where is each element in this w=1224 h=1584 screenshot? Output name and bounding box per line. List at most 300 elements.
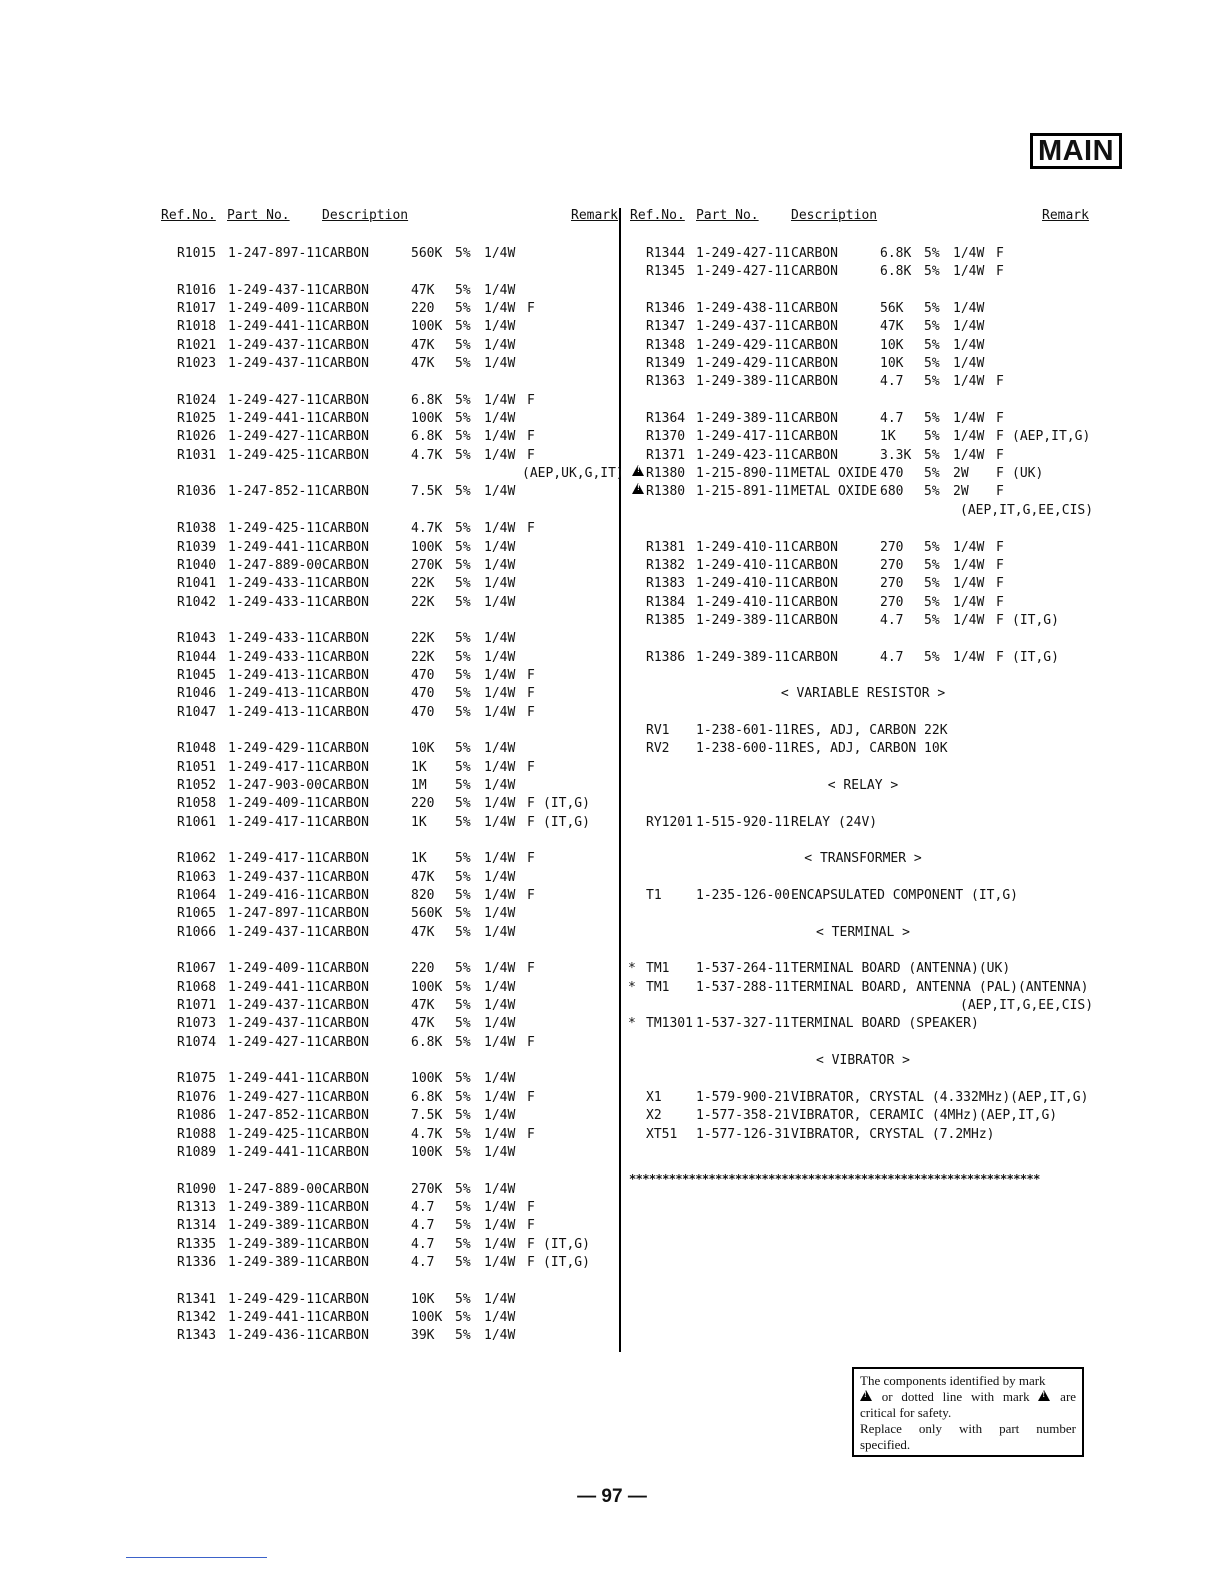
description: METAL OXIDE xyxy=(791,484,878,500)
part-no: 1-247-852-11 xyxy=(228,1108,322,1124)
value: 270K xyxy=(411,557,443,573)
part-no: 1-249-389-11 xyxy=(696,374,790,390)
tolerance: 5% xyxy=(924,319,940,335)
ref-no: R1021 xyxy=(177,337,217,353)
part-no: 1-249-409-11 xyxy=(228,301,322,317)
part-no: 1-249-425-11 xyxy=(228,1126,322,1142)
part-row xyxy=(150,814,616,832)
part-no: 1-249-389-11 xyxy=(696,612,790,628)
value: 22K xyxy=(411,576,435,592)
description: CARBON xyxy=(791,356,838,372)
row-spacer xyxy=(628,832,1098,850)
wattage: 2W xyxy=(953,466,969,482)
description: CARBON xyxy=(322,649,369,665)
tolerance: 5% xyxy=(455,447,471,463)
wattage: 1/4W xyxy=(484,1181,516,1197)
part-row xyxy=(150,483,616,501)
part-row xyxy=(150,704,616,722)
ref-no: R1047 xyxy=(177,704,217,720)
section-heading xyxy=(628,924,1098,942)
part-no: 1-249-389-11 xyxy=(696,411,790,427)
value: 1K xyxy=(411,759,427,775)
description: CARBON xyxy=(322,484,369,500)
description: CARBON xyxy=(791,374,838,390)
part-no: 1-249-410-11 xyxy=(696,594,790,610)
end-of-list-marker: ************************************************************** xyxy=(629,1172,1040,1186)
wattage: 1/4W xyxy=(484,594,516,610)
wattage: 1/4W xyxy=(953,649,985,665)
tolerance: 5% xyxy=(924,246,940,261)
part-row xyxy=(150,1217,616,1235)
ref-no: R1024 xyxy=(177,392,217,408)
ref-no: R1025 xyxy=(177,411,217,427)
tolerance: 5% xyxy=(455,869,471,885)
ref-no: R1089 xyxy=(177,1144,217,1160)
part-row xyxy=(150,1309,616,1327)
flame-mark: F xyxy=(996,374,1004,390)
part-no: 1-215-891-11 xyxy=(696,484,790,500)
value: 47K xyxy=(411,924,435,940)
remark: (IT,G) xyxy=(1012,612,1059,628)
value: 270 xyxy=(880,576,904,592)
tolerance: 5% xyxy=(924,557,940,573)
part-row xyxy=(628,355,1098,373)
part-row xyxy=(150,318,616,336)
flame-mark: F xyxy=(527,392,535,408)
description: TERMINAL BOARD (ANTENNA)(UK) xyxy=(791,961,1011,977)
ref-no: R1045 xyxy=(177,667,217,683)
wattage: 1/4W xyxy=(484,411,516,427)
value: 47K xyxy=(411,1016,435,1032)
part-row xyxy=(628,649,1098,667)
tolerance: 5% xyxy=(455,1328,471,1344)
tolerance: 5% xyxy=(455,1108,471,1124)
part-no: 1-249-427-11 xyxy=(228,1089,322,1105)
value: 47K xyxy=(411,356,435,372)
ref-no: R1345 xyxy=(646,264,686,280)
description: CARBON xyxy=(322,1254,369,1270)
ref-no: TM1 xyxy=(646,979,670,995)
description: CARBON xyxy=(322,1034,369,1050)
ref-no: R1341 xyxy=(177,1291,217,1307)
part-no: 1-249-389-11 xyxy=(228,1218,322,1234)
wattage: 1/4W xyxy=(484,1016,516,1032)
remark: (IT,G) xyxy=(543,814,590,830)
wattage: 1/4W xyxy=(953,411,985,427)
part-row xyxy=(150,355,616,373)
remark: (AEP,IT,G) xyxy=(1012,429,1091,445)
part-row xyxy=(150,1015,616,1033)
part-no: 1-249-441-11 xyxy=(228,539,322,555)
part-row xyxy=(150,759,616,777)
description: CARBON xyxy=(322,1016,369,1032)
ref-no: R1380 xyxy=(646,484,686,500)
value: 470 xyxy=(880,466,904,482)
description: CARBON xyxy=(322,777,369,793)
part-no: 1-249-416-11 xyxy=(228,888,322,904)
flame-mark: F xyxy=(527,447,535,463)
tolerance: 5% xyxy=(455,1254,471,1270)
part-row xyxy=(628,1107,1098,1125)
description: TERMINAL BOARD (SPEAKER) xyxy=(791,1016,979,1032)
ref-no: R1052 xyxy=(177,777,217,793)
flame-mark: F xyxy=(996,466,1004,482)
part-no: 1-249-409-11 xyxy=(228,961,322,977)
row-spacer xyxy=(150,263,616,281)
ref-no: R1370 xyxy=(646,429,686,445)
tolerance: 5% xyxy=(924,539,940,555)
flame-mark: F xyxy=(527,1254,535,1270)
ref-no: R1017 xyxy=(177,301,217,317)
ref-no: R1383 xyxy=(646,576,686,592)
ref-no: R1038 xyxy=(177,521,217,537)
wattage: 1/4W xyxy=(953,429,985,445)
wattage: 1/4W xyxy=(953,539,985,555)
value: 4.7 xyxy=(411,1218,435,1234)
part-no: 1-249-433-11 xyxy=(228,594,322,610)
tolerance: 5% xyxy=(455,649,471,665)
flame-mark: F xyxy=(996,484,1004,500)
part-row xyxy=(150,887,616,905)
tolerance: 5% xyxy=(455,961,471,977)
description: VIBRATOR, CERAMIC (4MHz)(AEP,IT,G) xyxy=(791,1108,1058,1124)
header-remark-right: Remark xyxy=(1042,208,1089,223)
flame-mark: F xyxy=(527,1218,535,1234)
value: 7.5K xyxy=(411,1108,443,1124)
value: 4.7 xyxy=(411,1236,435,1252)
description: CARBON xyxy=(322,1291,369,1307)
tolerance: 5% xyxy=(455,1309,471,1325)
description: CARBON xyxy=(791,337,838,353)
ref-no: R1026 xyxy=(177,429,217,445)
flame-mark: F xyxy=(527,429,535,445)
part-no: 1-537-327-11 xyxy=(696,1016,790,1032)
wattage: 1/4W xyxy=(484,576,516,592)
part-no: 1-249-409-11 xyxy=(228,796,322,812)
value: 47K xyxy=(411,282,435,298)
part-row xyxy=(150,1199,616,1217)
part-no: 1-249-438-11 xyxy=(696,301,790,317)
wattage: 1/4W xyxy=(484,924,516,940)
ref-no: R1380 xyxy=(646,466,686,482)
wattage: 1/4W xyxy=(484,1199,516,1215)
description: CARBON xyxy=(322,1108,369,1124)
part-no: 1-247-903-00 xyxy=(228,777,322,793)
description: VIBRATOR, CRYSTAL (4.332MHz)(AEP,IT,G) xyxy=(791,1089,1089,1105)
ref-no: R1073 xyxy=(177,1016,217,1032)
value: 4.7 xyxy=(880,612,904,628)
part-row xyxy=(150,1070,616,1088)
description: RES, ADJ, CARBON 22K xyxy=(791,722,948,738)
wattage: 1/4W xyxy=(484,1328,516,1344)
part-no: 1-249-413-11 xyxy=(228,667,322,683)
value: 270 xyxy=(880,539,904,555)
part-row xyxy=(150,428,616,446)
ref-no: XT51 xyxy=(646,1126,678,1142)
part-no: 1-249-427-11 xyxy=(228,429,322,445)
remark: (IT,G) xyxy=(543,796,590,812)
safety-note-box xyxy=(852,1367,1084,1457)
value: 56K xyxy=(880,301,904,317)
part-row xyxy=(628,722,1098,740)
description: CARBON xyxy=(791,539,838,555)
tolerance: 5% xyxy=(455,1126,471,1142)
description: CARBON xyxy=(322,392,369,408)
flame-mark: F xyxy=(527,1199,535,1215)
wattage: 1/4W xyxy=(484,979,516,995)
warning-triangle-icon xyxy=(632,483,644,494)
ref-no: R1067 xyxy=(177,961,217,977)
ref-no: R1071 xyxy=(177,998,217,1014)
wattage: 1/4W xyxy=(484,539,516,555)
wattage: 1/4W xyxy=(953,576,985,592)
ref-no: R1088 xyxy=(177,1126,217,1142)
part-no: 1-249-436-11 xyxy=(228,1328,322,1344)
part-no: 1-249-410-11 xyxy=(696,557,790,573)
part-row xyxy=(150,557,616,575)
description: CARBON xyxy=(322,1236,369,1252)
part-row xyxy=(628,979,1098,997)
ref-no: R1382 xyxy=(646,557,686,573)
ref-no: R1023 xyxy=(177,356,217,372)
tolerance: 5% xyxy=(455,631,471,647)
row-spacer xyxy=(628,1034,1098,1052)
description: CARBON xyxy=(322,888,369,904)
description: CARBON xyxy=(322,594,369,610)
part-row xyxy=(150,649,616,667)
header-part-no-right: Part No. xyxy=(696,208,759,223)
wattage: 1/4W xyxy=(484,1218,516,1234)
part-no: 1-515-920-11 xyxy=(696,814,790,830)
part-row xyxy=(150,575,616,593)
value: 47K xyxy=(880,319,904,335)
remark: (UK) xyxy=(1012,466,1044,482)
ref-no: R1018 xyxy=(177,319,217,335)
wattage: 1/4W xyxy=(484,888,516,904)
wattage: 1/4W xyxy=(484,429,516,445)
description: CARBON xyxy=(322,1181,369,1197)
row-spacer xyxy=(150,832,616,850)
wattage: 1/4W xyxy=(953,337,985,353)
value: 220 xyxy=(411,961,435,977)
part-no: 1-249-389-11 xyxy=(696,649,790,665)
warning-triangle-icon xyxy=(860,1390,872,1401)
wattage: 1/4W xyxy=(484,741,516,757)
section-title: < VIBRATOR > xyxy=(816,1053,910,1069)
part-row xyxy=(150,979,616,997)
flame-mark: F xyxy=(996,411,1004,427)
value: 4.7 xyxy=(880,374,904,390)
wattage: 1/4W xyxy=(484,447,516,463)
description: CARBON xyxy=(791,429,838,445)
row-spacer xyxy=(628,282,1098,300)
description: CARBON xyxy=(791,576,838,592)
description: CARBON xyxy=(322,741,369,757)
wattage: 1/4W xyxy=(484,1309,516,1325)
tolerance: 5% xyxy=(455,337,471,353)
part-row xyxy=(628,1015,1098,1033)
value: 7.5K xyxy=(411,484,443,500)
part-row xyxy=(150,777,616,795)
part-no: 1-249-429-11 xyxy=(228,741,322,757)
ref-no: R1040 xyxy=(177,557,217,573)
tolerance: 5% xyxy=(455,539,471,555)
part-no: 1-249-417-11 xyxy=(228,759,322,775)
ref-no: R1347 xyxy=(646,319,686,335)
value: 47K xyxy=(411,869,435,885)
part-row xyxy=(628,337,1098,355)
wattage: 1/4W xyxy=(484,356,516,372)
remark: (IT,G) xyxy=(1012,649,1059,665)
ref-no: R1348 xyxy=(646,337,686,353)
row-spacer xyxy=(628,520,1098,538)
wattage: 1/4W xyxy=(484,814,516,830)
part-row xyxy=(150,1181,616,1199)
part-row xyxy=(150,1144,616,1162)
tolerance: 5% xyxy=(924,466,940,482)
description: CARBON xyxy=(322,1328,369,1344)
tolerance: 5% xyxy=(924,447,940,463)
wattage: 1/4W xyxy=(484,392,516,408)
part-row xyxy=(628,410,1098,428)
wattage: 2W xyxy=(953,484,969,500)
part-row xyxy=(628,1126,1098,1144)
tolerance: 5% xyxy=(455,301,471,317)
part-row xyxy=(150,300,616,318)
row-spacer xyxy=(628,1070,1098,1088)
tolerance: 5% xyxy=(924,649,940,665)
description: CARBON xyxy=(791,319,838,335)
description: CARBON xyxy=(322,1144,369,1160)
description: CARBON xyxy=(322,851,369,867)
tolerance: 5% xyxy=(455,557,471,573)
tolerance: 5% xyxy=(924,429,940,445)
part-row xyxy=(150,1327,616,1345)
part-row xyxy=(150,1254,616,1272)
part-row xyxy=(150,1034,616,1052)
wattage: 1/4W xyxy=(484,869,516,885)
description: CARBON xyxy=(322,521,369,537)
section-heading xyxy=(628,1052,1098,1070)
ref-no: R1058 xyxy=(177,796,217,812)
value: 100K xyxy=(411,1144,443,1160)
wattage: 1/4W xyxy=(484,686,516,702)
tolerance: 5% xyxy=(924,594,940,610)
value: 270 xyxy=(880,557,904,573)
part-row xyxy=(628,887,1098,905)
wattage: 1/4W xyxy=(484,1254,516,1270)
part-row xyxy=(150,539,616,557)
part-row xyxy=(150,447,616,465)
wattage: 1/4W xyxy=(484,1144,516,1160)
row-spacer xyxy=(150,1272,616,1290)
row-spacer xyxy=(628,905,1098,923)
tolerance: 5% xyxy=(455,796,471,812)
part-no: 1-249-437-11 xyxy=(228,282,322,298)
description: CARBON xyxy=(322,557,369,573)
part-no: 1-249-389-11 xyxy=(228,1199,322,1215)
wattage: 1/4W xyxy=(484,1089,516,1105)
flame-mark: F xyxy=(996,649,1004,665)
ref-no: R1075 xyxy=(177,1071,217,1087)
tolerance: 5% xyxy=(455,411,471,427)
value: 1M xyxy=(411,777,427,793)
wattage: 1/4W xyxy=(484,337,516,353)
tolerance: 5% xyxy=(455,1034,471,1050)
description: CARBON xyxy=(322,869,369,885)
flame-mark: F xyxy=(527,851,535,867)
part-row xyxy=(628,300,1098,318)
part-no: 1-247-889-00 xyxy=(228,557,322,573)
part-no: 1-249-429-11 xyxy=(696,337,790,353)
description: CARBON xyxy=(322,356,369,372)
flame-mark: F xyxy=(527,1126,535,1142)
warning-triangle-icon xyxy=(1038,1390,1050,1401)
tolerance: 5% xyxy=(455,906,471,922)
new-part-mark: * xyxy=(628,961,636,977)
ref-no: RY1201 xyxy=(646,814,693,830)
part-no: 1-215-890-11 xyxy=(696,466,790,482)
ref-no: RV2 xyxy=(646,741,670,757)
tolerance: 5% xyxy=(455,667,471,683)
tolerance: 5% xyxy=(455,356,471,372)
part-no: 1-579-900-21 xyxy=(696,1089,790,1105)
tolerance: 5% xyxy=(455,246,471,261)
value: 4.7 xyxy=(411,1199,435,1215)
ref-no: R1043 xyxy=(177,631,217,647)
value: 470 xyxy=(411,704,435,720)
part-no: 1-249-410-11 xyxy=(696,576,790,592)
part-row xyxy=(628,428,1098,446)
ref-no: R1048 xyxy=(177,741,217,757)
part-row xyxy=(628,960,1098,978)
description: CARBON xyxy=(791,557,838,573)
part-row xyxy=(150,630,616,648)
flame-mark: F xyxy=(527,301,535,317)
wattage: 1/4W xyxy=(484,319,516,335)
flame-mark: F xyxy=(527,796,535,812)
part-row xyxy=(150,1089,616,1107)
value: 4.7 xyxy=(880,649,904,665)
value: 22K xyxy=(411,631,435,647)
part-no: 1-249-441-11 xyxy=(228,979,322,995)
part-no: 1-537-288-11 xyxy=(696,979,790,995)
wattage: 1/4W xyxy=(484,484,516,500)
part-no: 1-249-433-11 xyxy=(228,631,322,647)
ref-no: R1342 xyxy=(177,1309,217,1325)
ref-no: R1016 xyxy=(177,282,217,298)
description: CARBON xyxy=(322,447,369,463)
tolerance: 5% xyxy=(455,979,471,995)
description: CARBON xyxy=(322,576,369,592)
wattage: 1/4W xyxy=(953,246,985,261)
ref-no: R1065 xyxy=(177,906,217,922)
value: 1K xyxy=(411,814,427,830)
part-row xyxy=(150,869,616,887)
value: 470 xyxy=(411,667,435,683)
tolerance: 5% xyxy=(455,924,471,940)
new-part-mark: * xyxy=(628,1016,636,1032)
flame-mark: F xyxy=(527,1236,535,1252)
part-row xyxy=(150,667,616,685)
ref-no: R1068 xyxy=(177,979,217,995)
value: 560K xyxy=(411,246,443,261)
description: CARBON xyxy=(322,979,369,995)
value: 10K xyxy=(411,741,435,757)
ref-no: R1344 xyxy=(646,246,686,261)
row-spacer xyxy=(628,704,1098,722)
value: 4.7K xyxy=(411,447,443,463)
